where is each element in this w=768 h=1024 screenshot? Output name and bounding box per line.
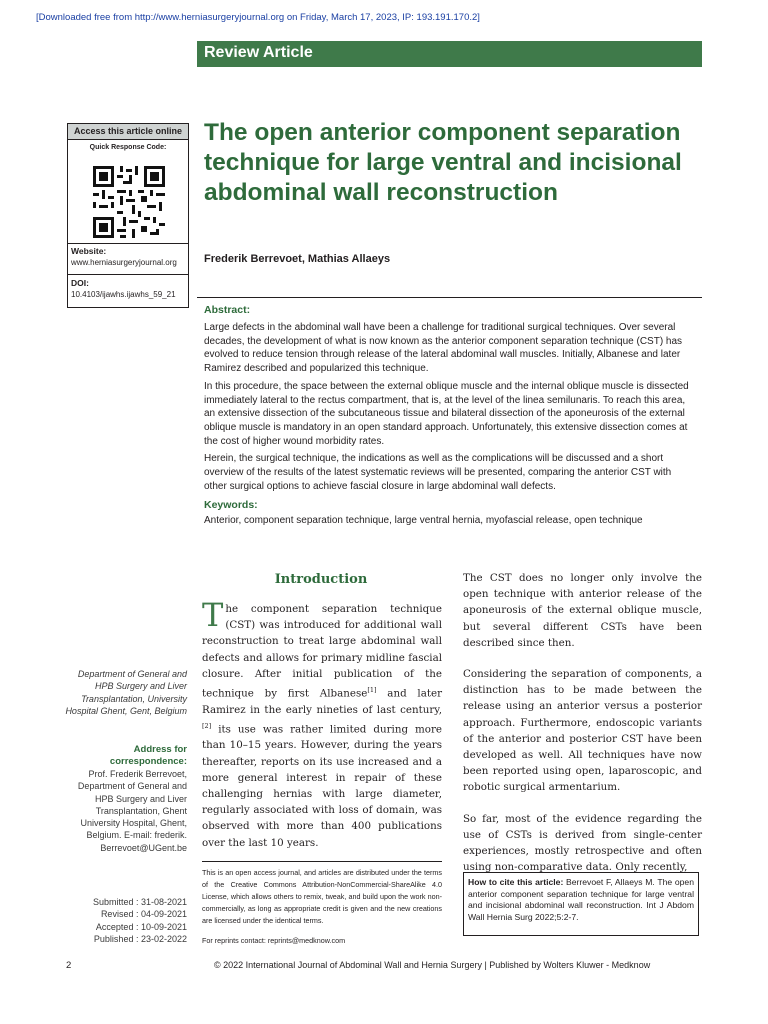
- cite-text: Berrevoet F, Allaeys M. The open anterior component separation technique for large ventral and incisional abdominal wall reconstruction. Int J Abdom Wall Hernia Surg 2022;5:2-7.: [468, 877, 694, 922]
- keywords-heading: Keywords:: [204, 499, 258, 511]
- intro-text: and later Ramirez in the early nineties of last century,: [202, 687, 443, 716]
- accepted-date: Accepted : 10-09-2021: [95, 921, 187, 932]
- reference-link[interactable]: [2]: [202, 721, 212, 730]
- website-label: Website:: [71, 246, 107, 256]
- body-paragraph: Considering the separation of components, a distinction has to be made between the release using an anterior versus a posterior approach. Furthermore, endoscopic variants of the anterior and posterior CST have been developed as well. All techniques have now been reported using open, laparoscopic, and robotic surgical armentarium.: [463, 668, 702, 794]
- qr-code-icon[interactable]: [93, 166, 165, 238]
- body-paragraph: So far, most of the evidence regarding the use of CSTs is derived from single-center experiences, mostly retrospective and often using non-comparative data. Only recently,: [463, 812, 702, 874]
- intro-text: its use was rather limited during more than 10–15 years. However, during the years thereafter, reports on its use increased and a more general interest in repair of these challenging hernias with large diameter, regularly associated with loss of domain, was observed with more than 400 publications over the last 10 years.: [202, 723, 442, 849]
- page-number: 2: [66, 960, 72, 971]
- abstract-body: [204, 321, 696, 497]
- affiliation: Department of General and HPB Surgery and Liver Transplantation, University Hospital Ghent, Gent, Belgium: [65, 669, 187, 716]
- body-paragraph: The CST does no longer only involve the open technique with anterior release of the aponeurosis of the external oblique muscle, but several different CSTs have been described since then.: [463, 572, 702, 649]
- download-banner: [Downloaded free from http://www.herniasurgeryjournal.org on Friday, March 17, 2023, IP: 193.191.170.2]: [36, 12, 480, 23]
- reference-link[interactable]: [1]: [367, 686, 377, 695]
- cite-label: How to cite this article:: [468, 877, 564, 887]
- doi-link[interactable]: 10.4103/ijawhs.ijawhs_59_21: [71, 290, 176, 299]
- website-link[interactable]: www.herniasurgeryjournal.org: [71, 258, 177, 267]
- introduction-heading: Introduction: [274, 572, 368, 587]
- correspondence-heading: Address for correspondence:: [109, 744, 187, 767]
- doi-label: DOI:: [71, 278, 89, 288]
- qr-label: Quick Response Code:: [89, 144, 167, 151]
- authors: Frederik Berrevoet, Mathias Allaeys: [204, 253, 391, 265]
- article-title: The open anterior component separation technique for large ventral and incisional abdominal wall reconstruction: [204, 119, 682, 206]
- license-divider: [202, 861, 442, 862]
- abstract-paragraph: Herein, the surgical technique, the indications as well as the complications will be discussed and a short overview of the results of the latest systematic reviews will be presented, comparing the anterior CST with other surgical options to achieve fascial closure in large abdominal wall defects.: [204, 453, 672, 492]
- correspondence-text: Prof. Frederik Berrevoet, Department of General and HPB Surgery and Liver Transplantation, Ghent University Hospital, Ghent, Belgium. E-mail: frederik. Berrevoet@UGent.be: [77, 769, 187, 853]
- introduction-column-2: [463, 570, 702, 890]
- intro-text: he component separation technique (CST) was introduced for additional wall reconstruction to treat large abdominal wall defects and allows for primary midline fascial closure. After initial publication of the technique by first Albanese: [202, 603, 442, 700]
- how-to-cite-box: [463, 872, 699, 936]
- article-type-bar: [197, 41, 702, 67]
- reprints-contact: For reprints contact: reprints@medknow.com: [202, 936, 346, 945]
- submitted-date: Submitted : 31-08-2021: [92, 897, 187, 907]
- article-type-label: Review Article: [204, 44, 313, 61]
- footer-copyright: © 2022 International Journal of Abdominal Wall and Hernia Surgery | Published by Wolters Kluwer - Medknow: [214, 960, 651, 970]
- access-online-box: [67, 123, 189, 308]
- divider: [68, 243, 188, 244]
- abstract-divider: [197, 297, 702, 298]
- keywords-text: Anterior, component separation technique, large ventral hernia, myofascial release, open technique: [204, 515, 643, 526]
- drop-cap: T: [202, 596, 224, 634]
- published-date: Published : 23-02-2022: [93, 933, 187, 944]
- abstract-paragraph: Large defects in the abdominal wall have been a challenge for traditional surgical techniques. Over several decades, the development of what is now known as the anterior component separation technique (CST) has evolved to reduce tension through release of the lateral abdominal wall muscles. Initially, Albanese and later Ramirez described and popularized this technique.: [204, 322, 683, 375]
- abstract-paragraph: In this procedure, the space between the external oblique muscle and the internal oblique muscle is dissected immediately lateral to the rectus compartment, that is, at the level of the linea semilunaris. To reach this area, an extensive dissection of the subcutaneous tissue and bilateral dissection of the aponeurosis of the external oblique muscle is mandatory in an open standard approach. Unfortunately, this extensive dissection comes at the cost of higher wound morbidity rates.: [204, 380, 689, 447]
- divider: [68, 274, 188, 275]
- abstract-heading: Abstract:: [204, 304, 251, 316]
- introduction-column-1: [202, 596, 443, 851]
- revised-date: Revised : 04-09-2021: [100, 909, 187, 920]
- license-notice: This is an open access journal, and articles are distributed under the terms of the Creative Commons Attribution-NonCommercial-ShareAlike 4.0 License, which allows others to remix, tweak, and build upon the work non-commercially, as long as appropriate credit is given and the new creations are licensed under the identical terms.: [202, 868, 442, 925]
- article-dates: [60, 896, 187, 945]
- access-label: Access this article online: [68, 124, 188, 140]
